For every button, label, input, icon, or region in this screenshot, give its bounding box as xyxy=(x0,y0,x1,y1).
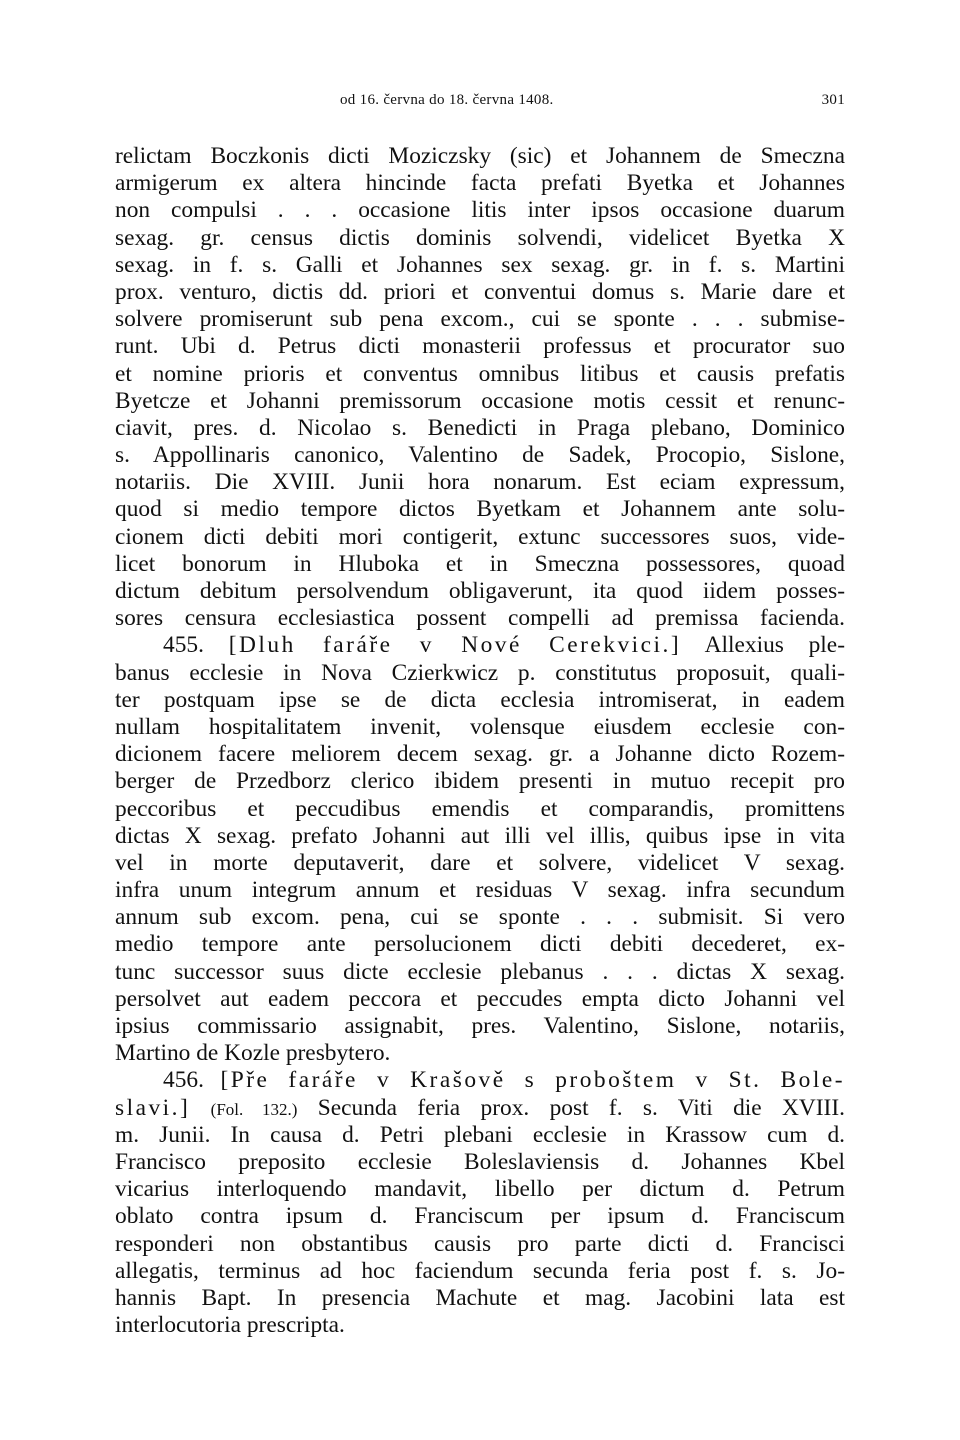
entry-text: Allexius ple- xyxy=(704,632,845,659)
text-line: relictam Boczkonis dicti Moziczsky (sic) et Johannem de Smeczna xyxy=(115,143,845,169)
text-line: persolvet aut eadem peccora et peccudes empta dicto Johanni vel xyxy=(115,985,845,1012)
text-line: berger de Przedborz clerico ibidem presenti in mutuo recepit pro xyxy=(115,768,845,795)
text-line: responderi non obstantibus causis pro parte dicti d. Francisci xyxy=(115,1230,845,1257)
text-line: prox. venturo, dictis dd. priori et conventui domus s. Marie dare et xyxy=(115,278,845,305)
text-line: Byetcze et Johanni premissorum occasione motis cessit et renunc- xyxy=(115,387,845,414)
page-number: 301 xyxy=(821,92,845,108)
text-line: infra unum integrum annum et residuas V sexag. infra secundum xyxy=(115,877,845,904)
text-line: ter postquam ipse se de dicta ecclesia intromiserat, in eadem xyxy=(115,686,845,713)
text-line: sores censura ecclesiastica possent compelli ad premissa facienda. xyxy=(115,605,845,632)
text-line: hannis Bapt. In presencia Machute et mag. Jacobini lata est xyxy=(115,1284,845,1311)
body-text xyxy=(115,143,845,1339)
text-line: allegatis, terminus ad hoc faciendum secunda feria post f. s. Jo- xyxy=(115,1257,845,1284)
text-line: tunc successor suus dicte ecclesie plebanus . . . dictas X sexag. xyxy=(115,958,845,985)
text-line: dictum debitum persolvendum obligaverunt, ita quod iidem posses- xyxy=(115,578,845,604)
text-line: ciavit, pres. d. Nicolao s. Benedicti in Praga plebano, Dominico xyxy=(115,414,845,441)
text-line: ipsius commissario assignabit, pres. Valentino, Sislone, notariis, xyxy=(115,1013,845,1039)
text-line: vicarius interloquendo mandavit, libello per dictum d. Petrum xyxy=(115,1176,845,1203)
text-line: Martino de Kozle presbytero. xyxy=(115,1040,391,1067)
text-line: non compulsi . . . occasione litis inter ipsos occasione duarum xyxy=(115,197,845,224)
text-line: licet bonorum in Hluboka et in Smeczna possessores, quoad xyxy=(115,550,845,577)
entry-heading: [Dluh faráře v Nové Cerekvici.] xyxy=(228,632,682,659)
entry-456-second-line xyxy=(115,1095,845,1122)
text-line: dicionem facere meliorem decem sexag. gr. a Johanne dicto Rozem- xyxy=(115,741,845,768)
folio-reference: (Fol. 132.) xyxy=(210,1099,298,1119)
text-line: vel in morte deputaverit, dare et solvere, videlicet V sexag. xyxy=(115,849,845,876)
entry-455-first-line xyxy=(115,632,845,659)
text-line: banus ecclesie in Nova Czierkwicz p. constitutus proposuit, quali- xyxy=(115,659,845,686)
running-head: od 16. června do 18. června 1408. xyxy=(340,92,554,108)
entry-456-first-line xyxy=(115,1067,845,1094)
text-line: annum sub excom. pena, cui se sponte . . . submisit. Si vero xyxy=(115,904,845,931)
entry-text: Secunda feria prox. post f. s. Viti die XVIII. xyxy=(317,1094,845,1121)
text-line: cionem dicti debiti mori contigerit, extunc successores suos, vide- xyxy=(115,523,845,550)
text-line: nullam hospitalitatem invenit, volensque eiusdem ecclesie con- xyxy=(115,713,845,740)
text-line: m. Junii. In causa d. Petri plebani ecclesie in Krassow cum d. xyxy=(115,1121,845,1148)
text-line: sexag. gr. census dictis dominis solvendi, videlicet Byetka X xyxy=(115,224,845,251)
text-line: solvere promiserunt sub pena excom., cui se sponte . . . submise- xyxy=(115,306,845,333)
entry-heading: [Pře faráře v Krašově s proboštem v St. Bole- xyxy=(220,1067,845,1094)
text-line: oblato contra ipsum d. Franciscum per ipsum d. Franciscum xyxy=(115,1203,845,1230)
text-line: armigerum ex altera hincinde facta prefati Byetka et Johannes xyxy=(115,170,845,197)
text-line: sexag. in f. s. Galli et Johannes sex sexag. gr. in f. s. Martini xyxy=(115,251,845,278)
text-line: interlocutoria prescripta. xyxy=(115,1312,345,1339)
text-line: medio tempore ante persolucionem dicti debiti decederet, ex- xyxy=(115,931,845,958)
text-line: dictas X sexag. prefato Johanni aut illi vel illis, quibus ipse in vita xyxy=(115,822,845,849)
entry-heading-continued: slavi.] xyxy=(115,1094,191,1121)
text-line: notariis. Die XVIII. Junii hora nonarum. Est eciam expressum, xyxy=(115,469,845,496)
text-line: runt. Ubi d. Petrus dicti monasterii professus et procurator suo xyxy=(115,333,845,360)
text-line: Francisco preposito ecclesie Boleslaviensis d. Johannes Kbel xyxy=(115,1148,845,1175)
entry-number: 455. xyxy=(163,632,204,659)
entry-number: 456. xyxy=(163,1067,204,1094)
text-line: et nomine prioris et conventus omnibus litibus et causis prefatis xyxy=(115,360,845,387)
page-header xyxy=(340,92,845,116)
text-line: peccoribus et peccudibus emendis et comparandis, promittens xyxy=(115,795,845,822)
text-line: quod si medio tempore dictos Byetkam et Johannem ante solu- xyxy=(115,496,845,523)
text-line: s. Appollinaris canonico, Valentino de Sadek, Procopio, Sislone, xyxy=(115,442,845,469)
